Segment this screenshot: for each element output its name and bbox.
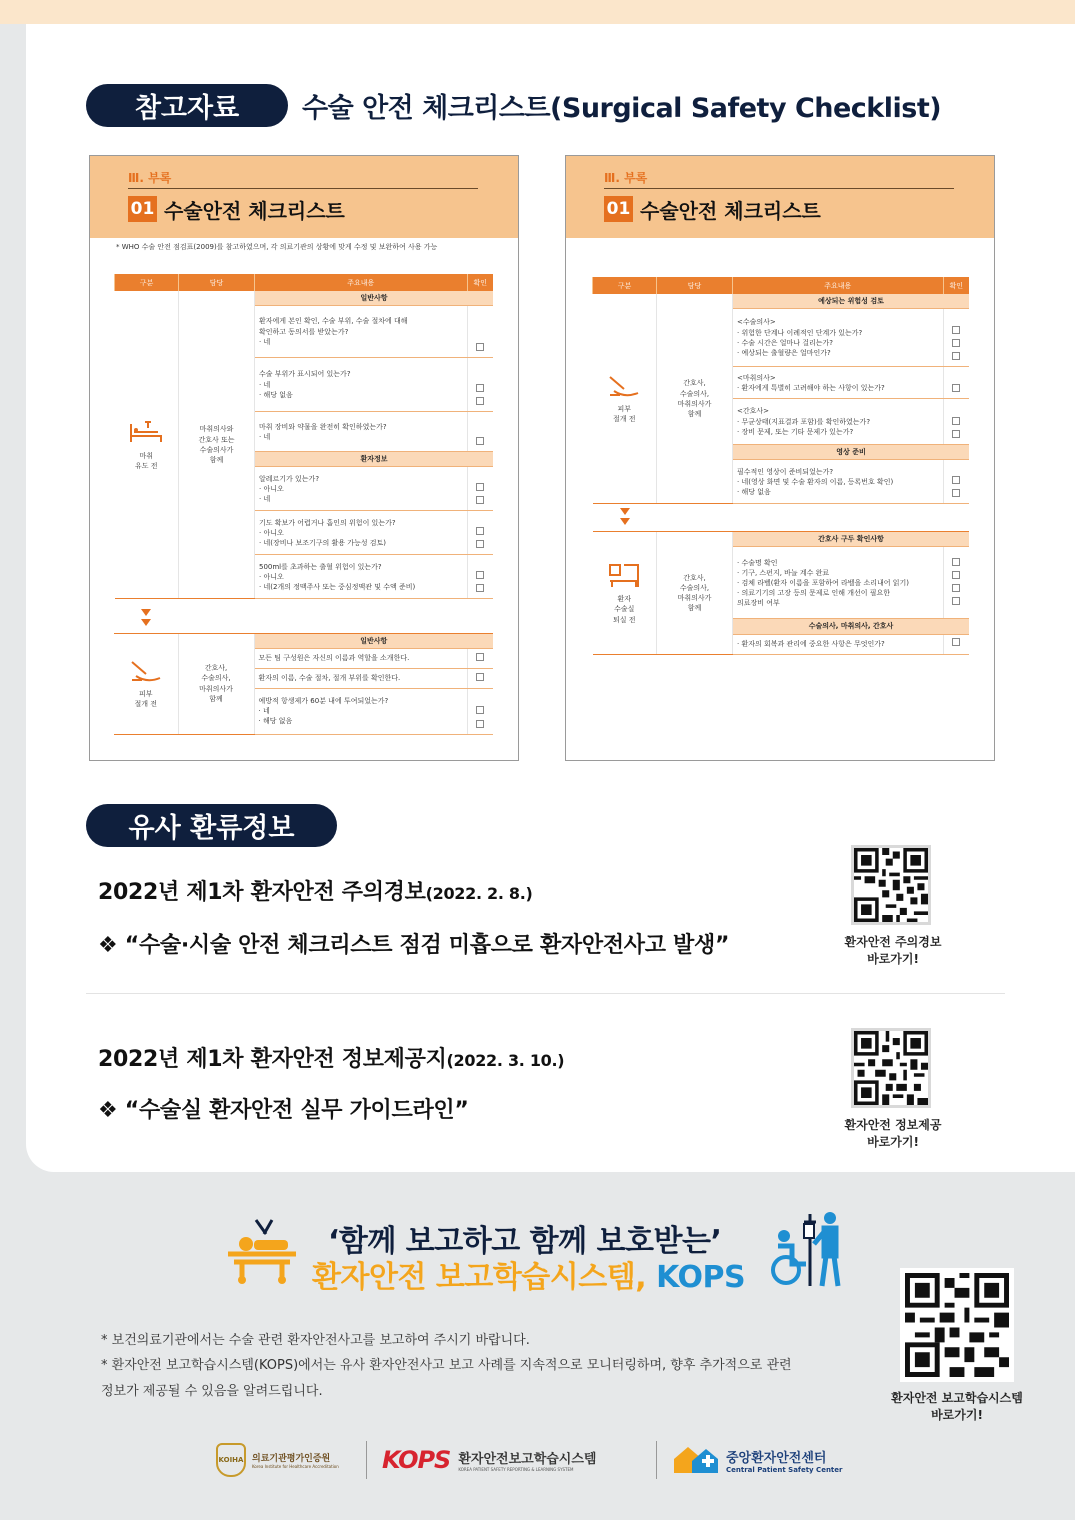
sheet-number: 01 (128, 196, 157, 222)
checklist-table-2 (114, 605, 493, 735)
checkbox[interactable] (952, 326, 960, 334)
similar-info-badge: 유사 환류정보 (86, 804, 337, 847)
qr-caption-text: 환자안전 정보제공 바로가기! (844, 1118, 942, 1150)
checkbox[interactable] (476, 571, 484, 579)
checkbox[interactable] (476, 706, 484, 714)
qr-caption-info (828, 1117, 958, 1152)
alert-title-text: 2022년 제1차 환자안전 주의경보 (98, 880, 426, 905)
alert-title-text: 2022년 제1차 환자안전 정보제공지 (98, 1047, 447, 1072)
subsection-header: 일반사항 (254, 633, 493, 648)
qr-caption-text: 환자안전 보고학습시스템 바로가기! (891, 1391, 1023, 1423)
checkbox[interactable] (952, 417, 960, 425)
subsection-header: 간호사 구두 확인사항 (733, 532, 970, 547)
sheet-header (566, 156, 994, 238)
checkbox[interactable] (952, 476, 960, 484)
sheet-rule (604, 188, 954, 189)
checklist-sheet-2 (565, 155, 995, 761)
note-line: * 환자안전 보고학습시스템(KOPS)에서는 유사 환자안전사고 보고 사례를 지속적으로 모니터링하며, 향후 추가적으로 관련 정보가 제공될 수 있음을 알려드립니다. (101, 1358, 792, 1399)
checkbox[interactable] (952, 558, 960, 566)
question: 기도 확보가 어렵거나 흡인의 위험이 있는가? · 아니오 · 네(장비나 보조기구의 활용 가능성 검토) (255, 511, 468, 555)
question: 수술 부위가 표시되어 있는가? · 네 · 해당 없음 (255, 358, 468, 412)
checkbox[interactable] (476, 437, 484, 445)
checkbox[interactable] (952, 571, 960, 579)
kops-name (312, 1252, 745, 1296)
checkbox[interactable] (476, 496, 484, 504)
question: 500ml를 초과하는 출혈 위험이 있는가? · 아니오 · 네(2개의 정맥주사 또는 중심정맥관 및 수액 준비) (255, 555, 468, 599)
question: 환자의 이름, 수술 절차, 절개 부위를 확인한다. (254, 668, 467, 688)
sheet-rule (128, 188, 478, 189)
qr-icon (854, 1031, 928, 1105)
top-band (0, 0, 1075, 24)
checkbox[interactable] (476, 540, 484, 548)
arrow-cell (593, 504, 657, 532)
sheet-header (90, 156, 518, 238)
who-cell: 간호사, 수술의사, 마취의사가 함께 (178, 633, 254, 734)
arrow-cell (114, 605, 178, 633)
scalpel-hand-icon (606, 373, 642, 401)
cpsc-en: Central Patient Safety Center (726, 1465, 843, 1474)
subsection-header: 일반사항 (255, 291, 494, 306)
down-arrow-icon (620, 518, 630, 525)
checkbox[interactable] (476, 483, 484, 491)
alert-subtitle-1: ❖ “수술·시술 안전 체크리스트 점검 미흡으로 환자안전사고 발생” (98, 933, 730, 958)
koiha-name: 의료기관평가인증원 (252, 1454, 331, 1464)
question: · 환자의 회복과 관리에 중요한 사항은 무엇인가? (733, 634, 944, 654)
sheet-number: 01 (604, 196, 633, 222)
col-header: 확인 (943, 277, 969, 294)
sheet-title: 수술안전 체크리스트 (640, 199, 821, 223)
who-cell: 간호사, 수술의사, 마취의사가 함께 (657, 532, 733, 654)
phase-cell (114, 633, 178, 734)
kops-name-en: KOPS (656, 1260, 746, 1295)
qr-caption-alert (828, 934, 958, 969)
col-header: 확인 (467, 274, 493, 291)
kops-slogan: ‘함께 보고하고 함께 보호받는’ (328, 1224, 722, 1259)
qr-caption-kops (882, 1390, 1032, 1425)
checkbox[interactable] (476, 673, 484, 681)
qr-icon (905, 1273, 1009, 1377)
phase-label: 환자 수술실 퇴실 전 (612, 595, 636, 624)
checkbox[interactable] (476, 584, 484, 592)
alert-title-1 (98, 875, 533, 906)
logo-separator (656, 1441, 657, 1479)
footer-logos (216, 1435, 876, 1485)
logo-separator (366, 1441, 367, 1479)
checkbox[interactable] (952, 352, 960, 360)
qr-caption-text: 환자안전 주의경보 바로가기! (844, 935, 942, 967)
phase-cell (593, 532, 657, 654)
sheet-section: Ⅲ. 부록 (604, 171, 648, 185)
question: 알레르기가 있는가? · 아니오 · 네 (255, 467, 468, 511)
question: 모든 팀 구성원은 자신의 이름과 역할을 소개한다. (254, 648, 467, 668)
checkbox[interactable] (476, 720, 484, 728)
sheet-section: Ⅲ. 부록 (128, 171, 172, 185)
down-arrow-icon (141, 619, 151, 626)
bed-icon (128, 418, 164, 448)
kops-notes (101, 1328, 881, 1404)
qr-code-alert[interactable] (851, 845, 931, 925)
koiha-logo (216, 1435, 356, 1485)
cpsc-name: 중앙환자안전센터 (726, 1450, 827, 1466)
checkbox[interactable] (952, 339, 960, 347)
subsection-header: 환자정보 (255, 452, 494, 467)
subsection-header: 예상되는 위험성 검토 (733, 294, 970, 309)
kops-logo-name: 환자안전보고학습시스템 (458, 1452, 597, 1467)
col-header: 담당 (179, 274, 255, 291)
col-header: 구분 (593, 277, 657, 294)
checkbox[interactable] (952, 430, 960, 438)
alert-subtitle-2: ❖ “수술실 환자안전 실무 가이드라인” (98, 1098, 469, 1123)
scalpel-hand-icon (128, 658, 164, 686)
question: <수술의사> · 위험한 단계나 이례적인 단계가 있는가? · 수술 시간은 얼마나 걸리는가? · 예상되는 출혈량은 얼마인가? (733, 309, 944, 367)
cpsc-logo (672, 1435, 872, 1485)
question: 필수적인 영상이 준비되었는가? · 네(영상 화면 및 수술 환자의 이름, 등록번호 확인) · 해당 없음 (733, 460, 944, 504)
wheelchair-patient-icon (764, 1210, 846, 1290)
sheet-title: 수술안전 체크리스트 (164, 199, 345, 223)
note-line: * 보건의료기관에서는 수술 관련 환자안전사고를 보고하여 주시기 바랍니다. (101, 1333, 530, 1348)
qr-code-info[interactable] (851, 1028, 931, 1108)
kops-mark: KOPS (382, 1446, 451, 1474)
kops-name-ko: 환자안전 보고학습시스템, (312, 1260, 657, 1295)
question: 마취 장비와 약물을 완전히 확인하였는가? · 네 (255, 412, 468, 452)
qr-code-kops[interactable] (900, 1268, 1014, 1382)
col-header: 구분 (115, 274, 179, 291)
checkbox[interactable] (952, 584, 960, 592)
question: 환자에게 본인 확인, 수술 부위, 수술 절차에 대해 확인하고 동의서를 받았는가? · 네 (255, 306, 468, 358)
question: <마취의사> · 환자에게 특별히 고려해야 하는 사항이 있는가? (733, 367, 944, 399)
checkbox[interactable] (952, 638, 960, 646)
checklist-sheet-1 (89, 155, 519, 761)
subsection-header: 영상 준비 (733, 445, 970, 460)
cpsc-house-icon (672, 1445, 720, 1475)
reference-title: 수술 안전 체크리스트(Surgical Safety Checklist) (302, 93, 942, 124)
down-arrow-icon (141, 609, 151, 616)
reference-badge: 참고자료 (86, 84, 288, 127)
surgery-bed-icon (226, 1216, 298, 1286)
sheet-note: * WHO 수술 안전 점검표(2009)를 참고하였으며, 각 의료기관의 상황에 맞게 수정 및 보완하여 사용 가능 (116, 243, 438, 251)
alert-date: (2022. 3. 10.) (446, 1051, 565, 1070)
subsection-header: 수술의사, 마취의사, 간호사 (733, 619, 970, 634)
checkbox[interactable] (476, 397, 484, 405)
phase-label: 피부 절개 전 (612, 405, 636, 424)
section-divider (86, 993, 1005, 994)
question: 예방적 항생제가 60분 내에 투여되었는가? · 네 · 해당 없음 (254, 688, 467, 734)
question: · 수술명 확인 · 기구, 스펀지, 바늘 계수 완료 · 검체 라벨(환자 이름을 포함하여 라벨을 소리내어 읽기) · 의료기기의 고장 등의 문제로 인해 개선이 필요한 의료장비 여부 (733, 547, 944, 619)
checklist-table (592, 277, 969, 655)
qr-icon (854, 848, 928, 922)
checkbox[interactable] (476, 343, 484, 351)
alert-title-2 (98, 1042, 564, 1073)
checkbox[interactable] (476, 527, 484, 535)
who-cell: 간호사, 수술의사, 마취의사가 함께 (657, 294, 733, 504)
question: <간호사> · 무균상태(지표결과 포함)를 확인하였는가? · 장비 문제, 또는 기타 문제가 있는가? (733, 399, 944, 445)
checkbox[interactable] (476, 653, 484, 661)
phase-cell (593, 294, 657, 504)
koiha-mark: KOIHA (216, 1443, 246, 1477)
kops-logo (382, 1435, 652, 1485)
checklist-table (114, 274, 493, 599)
checkbox[interactable] (476, 384, 484, 392)
col-header: 주요내용 (255, 274, 468, 291)
phase-cell (115, 291, 179, 599)
operating-room-icon (606, 561, 642, 591)
phase-label: 마취 유도 전 (134, 452, 158, 471)
alert-date: (2022. 2. 8.) (425, 884, 533, 903)
down-arrow-icon (620, 508, 630, 515)
col-header: 담당 (657, 277, 733, 294)
koiha-en: Korea Institute for Healthcare Accreditation (252, 1464, 339, 1469)
col-header: 주요내용 (733, 277, 944, 294)
checkbox[interactable] (952, 597, 960, 605)
checkbox[interactable] (952, 489, 960, 497)
who-cell: 마취의사와 간호사 또는 수술의사가 함께 (179, 291, 255, 599)
kops-logo-en: KOREA PATIENT SAFETY REPORTING & LEARNING SYSTEM (458, 1467, 574, 1472)
checkbox[interactable] (952, 384, 960, 392)
phase-label: 피부 절개 전 (134, 690, 157, 709)
